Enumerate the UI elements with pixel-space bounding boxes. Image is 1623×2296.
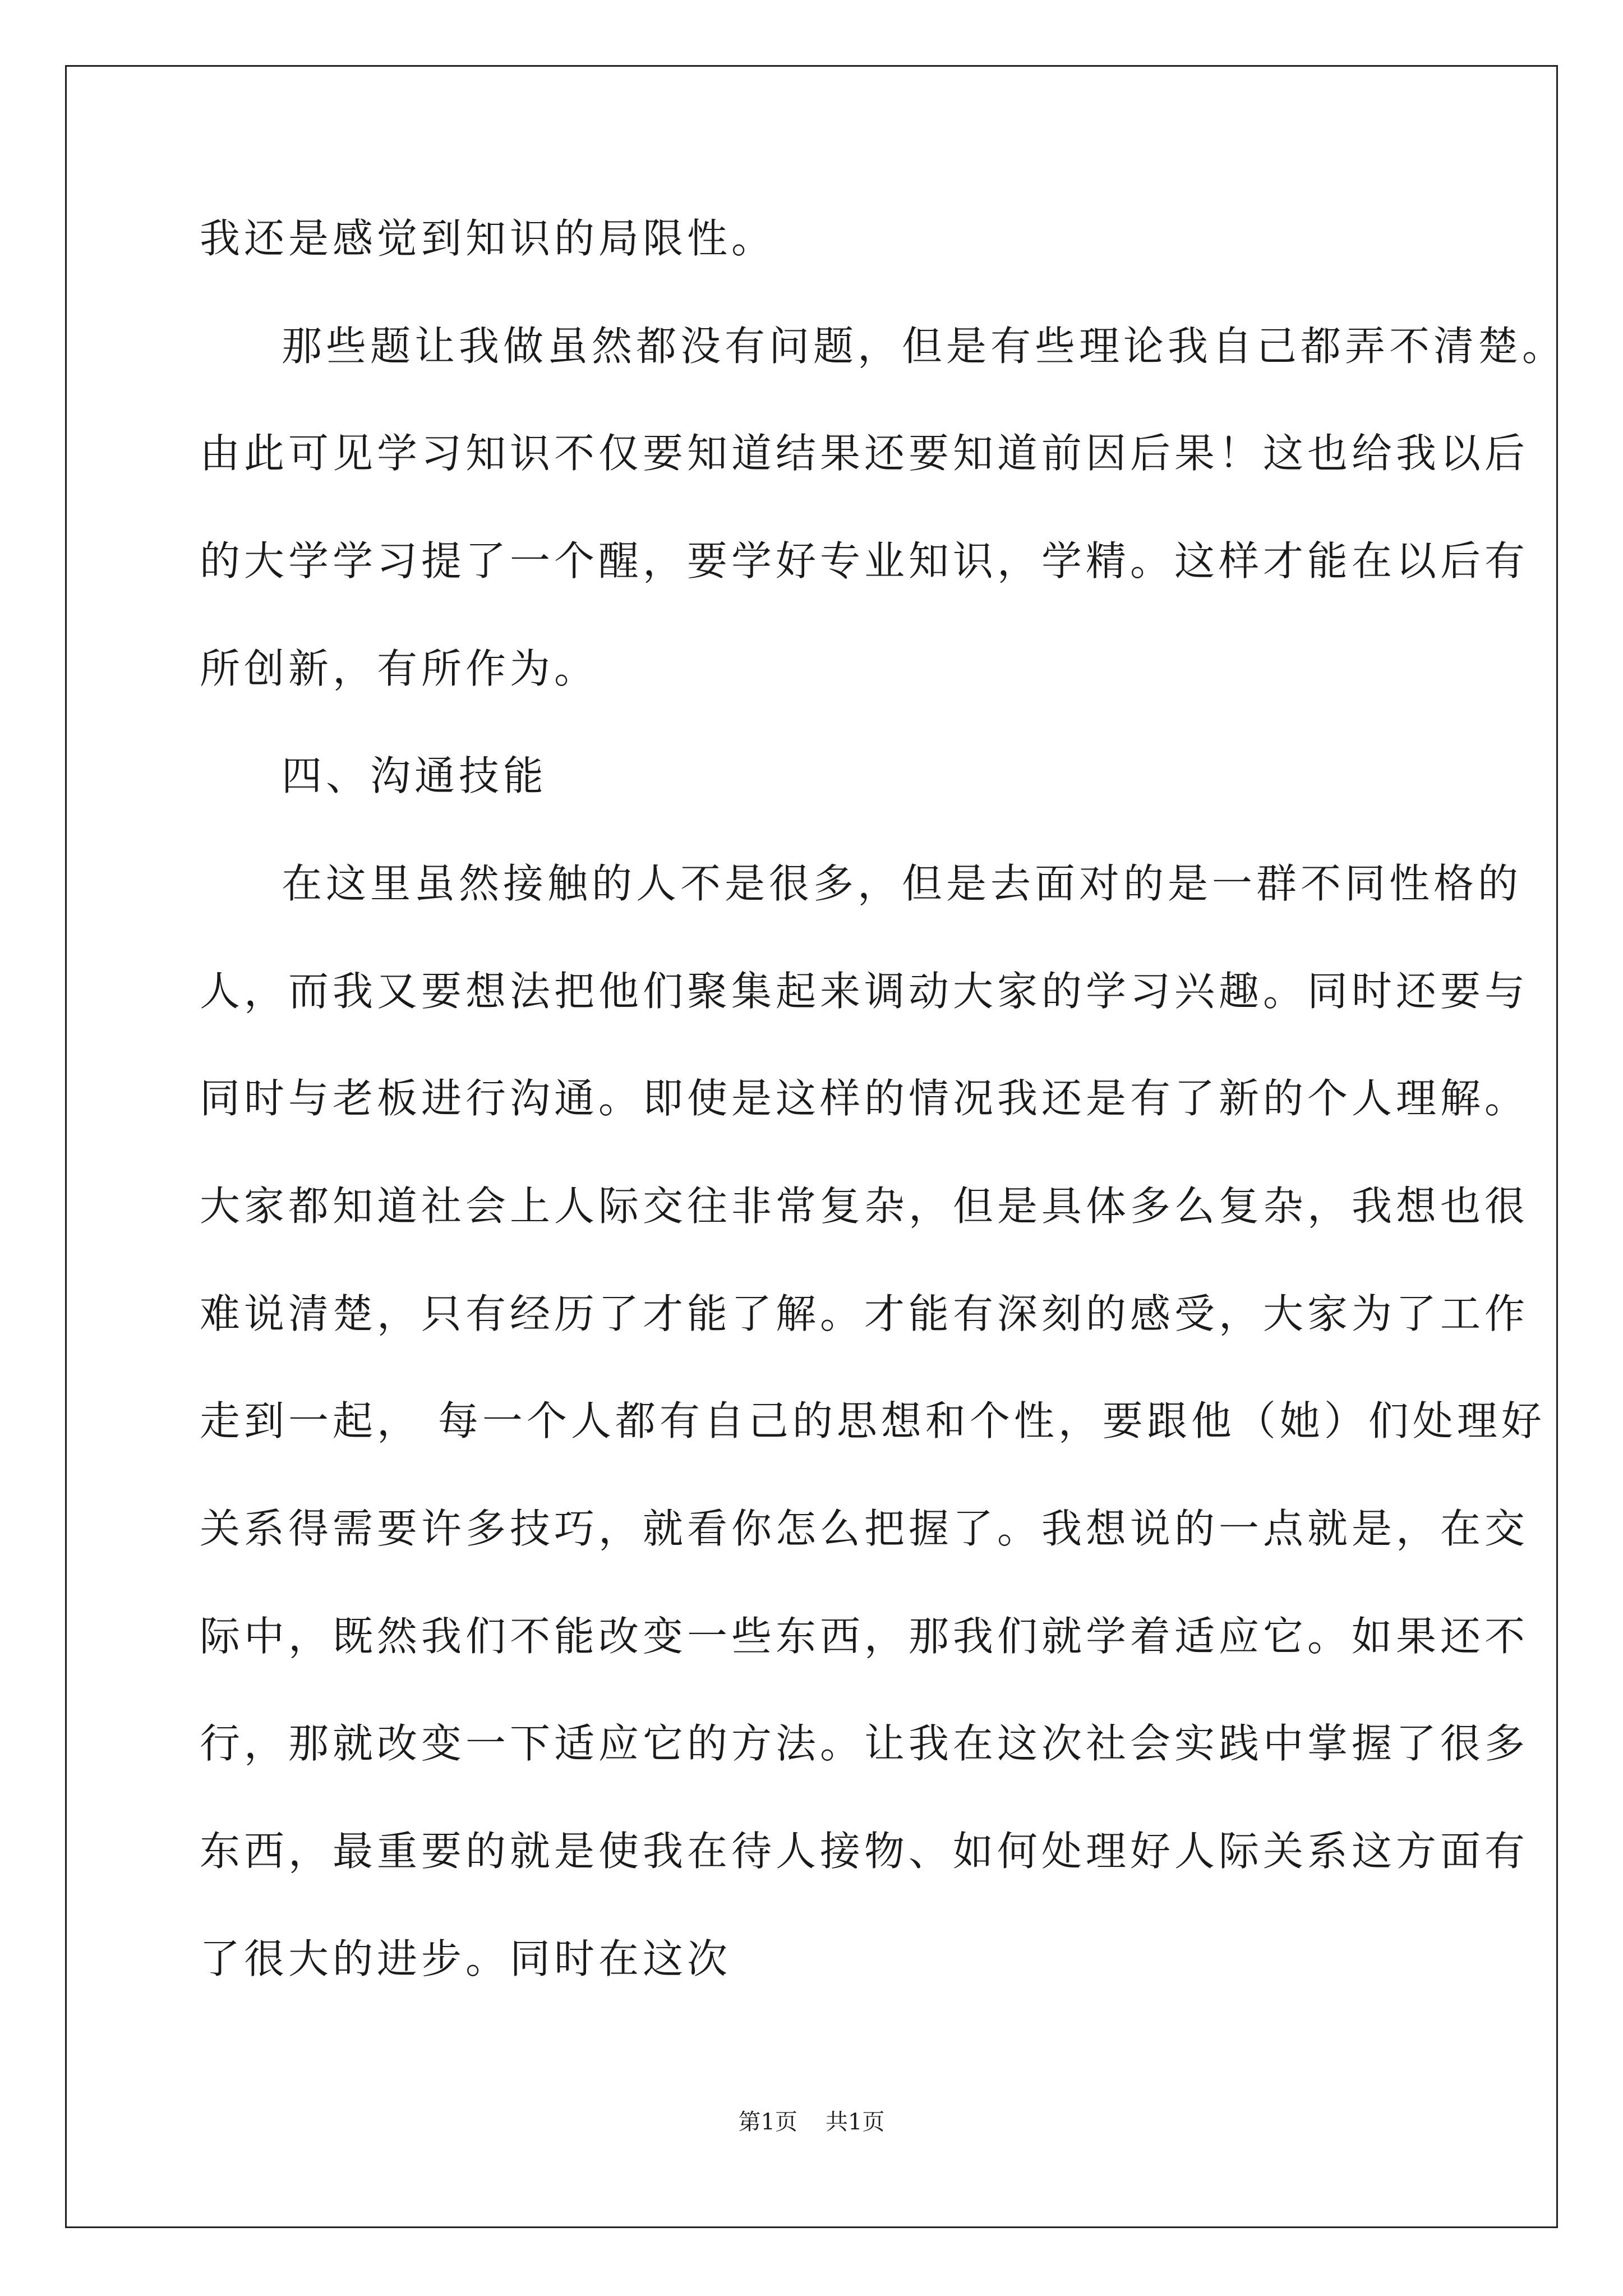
text-line: 那些题让我做虽然都没有问题，但是有些理论我自己都弄不清楚。 — [282, 323, 1567, 370]
page-footer — [0, 2105, 1623, 2139]
text-line: 我还是感觉到知识的局限性。 — [200, 215, 776, 262]
text-line: 在这里虽然接触的人不是很多，但是去面对的是一群不同性格的 — [282, 860, 1523, 907]
section-heading: 四、沟通技能 — [282, 752, 548, 799]
text-line: 关系得需要许多技巧，就看你怎么把握了。我想说的一点就是，在交 — [200, 1505, 1529, 1552]
text-line: 由此可见学习知识不仅要知道结果还要知道前因后果！这也给我以后 — [200, 430, 1529, 477]
text-line: 同时与老板进行沟通。即使是这样的情况我还是有了新的个人理解。 — [200, 1075, 1529, 1122]
text-line: 东西，最重要的就是使我在待人接物、如何处理好人际关系这方面有 — [200, 1828, 1529, 1875]
text-line: 际中，既然我们不能改变一些东西，那我们就学着适应它。如果还不 — [200, 1613, 1529, 1660]
text-line: 走到一起， 每一个人都有自己的思想和个性，要跟他（她）们处理好 — [200, 1397, 1546, 1444]
text-line: 大家都知道社会上人际交往非常复杂，但是具体多么复杂，我想也很 — [200, 1182, 1529, 1230]
page-number: 第1页 — [738, 2109, 797, 2135]
text-line: 难说清楚，只有经历了才能了解。才能有深刻的感受，大家为了工作 — [200, 1290, 1529, 1337]
page-total: 共1页 — [826, 2109, 885, 2135]
text-line: 了很大的进步。同时在这次 — [200, 1935, 732, 1982]
page-border — [65, 65, 1567, 2228]
text-line: 的大学学习提了一个醒，要学好专业知识，学精。这样才能在以后有 — [200, 537, 1529, 585]
text-line: 行，那就改变一下适应它的方法。让我在这次社会实践中掌握了很多 — [200, 1720, 1529, 1767]
text-line: 所创新，有所作为。 — [200, 645, 599, 692]
text-line: 人，而我又要想法把他们聚集起来调动大家的学习兴趣。同时还要与 — [200, 968, 1529, 1015]
